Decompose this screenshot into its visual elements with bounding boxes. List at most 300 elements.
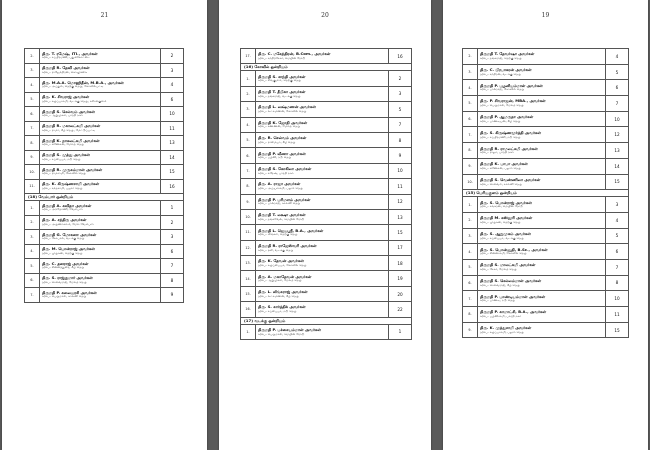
member-address: த/பெ. லட்சுமணன், கோவில் தெரு (258, 110, 307, 114)
table-row (25, 179, 184, 194)
member-address: க/பெ. தங்கராஜ், வடக்கு தெரு (258, 94, 301, 98)
table-row (241, 49, 412, 64)
table-row (463, 212, 629, 228)
member-name: திருமதி P. கலையரசி அவர்கள் (42, 290, 97, 295)
member-address: க/பெ. அந்தோணி, வேம்பார் (42, 208, 83, 212)
member-name: திரு. A. சந்திரு அவர்கள் (42, 218, 87, 223)
section-heading-row (463, 190, 629, 197)
member-name: திருமதி R. முருகம்மாள் அவர்கள் (42, 167, 103, 172)
member-address: த/பெ. அய்யாசாமி, பஜார் தெரு (258, 187, 303, 191)
member-address: க/பெ. முருகன், தெற்கு தெரு (480, 220, 521, 224)
table-row (463, 49, 629, 65)
member-details (478, 111, 606, 127)
member-name: திரு. S. கிருஷ்ணமூர்த்தி அவர்கள் (480, 130, 541, 135)
member-address: க/பெ. கணேசன், பஜார் தெரு (480, 166, 521, 170)
serial-number: 14. (241, 271, 256, 286)
serial-number: 2. (463, 49, 478, 65)
ward-number: 3 (161, 63, 184, 78)
member-address: த/பெ. கந்தசாமி, பஜார் தெரு (42, 186, 83, 190)
member-name: திரு. M.A.A. மொஹிதீன், M.B.A., அவர்கள் (42, 80, 124, 85)
serial-number: 9. (463, 322, 478, 338)
table-row (25, 150, 184, 165)
serial-number: 2. (241, 86, 256, 101)
ward-number: 5 (389, 102, 412, 117)
member-name: திருமதி T. தேவர்ஷா அவர்கள் (480, 52, 535, 57)
member-name: திருமதி P. பழனியம்மாள் அவர்கள் (480, 83, 543, 88)
ward-number: 3 (161, 230, 184, 245)
serial-number: 4. (25, 78, 40, 93)
ward-number: 4 (606, 49, 629, 65)
table-row (463, 197, 629, 213)
member-address: த/பெ. சுப்பையா, வடக்கு தெரு (480, 236, 524, 240)
serial-number: 2. (25, 215, 40, 230)
ward-number: 2 (389, 71, 412, 86)
serial-number: 3. (463, 228, 478, 244)
table-row (25, 78, 184, 93)
member-address: த/பெ. செல்வராஜ், மேலத் தெரு (42, 280, 87, 284)
table-row (463, 228, 629, 244)
member-details (478, 307, 606, 323)
serial-number: 4. (463, 244, 478, 260)
ward-number: 16 (161, 179, 184, 194)
member-address: த/பெ. சுப்பிரமணி, நடு தெரு (480, 135, 521, 139)
member-name: திருமதி K. நாகலட்சுமி அவர்கள் (42, 138, 100, 143)
member-address: க/பெ. பால்ராஜ், கோவில் தெரு (480, 88, 525, 92)
member-name: திருமதி S. கோகிலா அவர்கள் (258, 166, 312, 171)
ward-number: 6 (606, 80, 629, 96)
ward-number: 7 (161, 259, 184, 274)
member-name: திரு. K. சிவராஜ் அவர்கள் (42, 95, 89, 100)
member-details (40, 78, 161, 93)
ward-number: 10 (161, 107, 184, 122)
member-name: திரு. C. மகேந்திரன், B.Com., அவர்கள் (258, 52, 331, 57)
member-details (256, 324, 389, 339)
member-table (462, 48, 629, 338)
member-address: த/பெ. அப்துல், தெற்கு தெரு, கோவில்பட்டி (42, 85, 104, 89)
member-address: க/பெ. பெருமாள், காலனி தெரு (42, 295, 87, 299)
member-name: திருமதி S. வெண்ணிலா அவர்கள் (480, 177, 541, 182)
member-address: த/பெ. சின்னசாமி, கோவில் தெரு (480, 252, 527, 256)
serial-number: 9. (241, 194, 256, 209)
member-details (256, 209, 389, 224)
member-name: திருமதி M. கஸ்தூரி அவர்கள் (480, 216, 533, 221)
section-heading-row (241, 64, 412, 71)
member-address: த/பெ. சுப்பையா, நடு தெரு (258, 310, 297, 314)
ward-number: 6 (606, 244, 629, 260)
member-address: த/பெ. சந்திரன், வடக்கு தெரு (480, 72, 521, 76)
member-details (478, 64, 606, 80)
ward-number: 16 (389, 49, 412, 64)
member-details (478, 80, 606, 96)
table-row (241, 148, 412, 163)
serial-number: 1. (241, 71, 256, 86)
serial-number: 8. (463, 307, 478, 323)
ward-number: 19 (389, 271, 412, 286)
table-row (463, 259, 629, 275)
section-heading-row (241, 317, 412, 324)
ward-number: 11 (606, 307, 629, 323)
member-details (478, 49, 606, 65)
member-address: க/பெ. கணேசன், மேலத் தெரு (42, 143, 85, 147)
table-row (25, 49, 184, 64)
section-heading-row (25, 194, 184, 201)
member-name: திரு. C. தனராஜ் அவர்கள் (42, 261, 89, 266)
ward-number: 6 (161, 244, 184, 259)
member-address: க/பெ. சிவகுமார், தெற்கு தெரு (258, 79, 302, 83)
table-row (463, 275, 629, 291)
table-row (25, 165, 184, 180)
member-name: திருமதி S. முத்து அவர்கள் (42, 153, 90, 158)
member-name: திருமதி P. வீணா அவர்கள் (258, 151, 306, 156)
member-address: த/பெ. கருப்பையா, கோவில் தெரு (258, 264, 307, 267)
member-address: க/பெ. செல்வராஜ், கீழ தெரு (480, 283, 520, 287)
serial-number: 16. (241, 302, 256, 317)
serial-number: 10. (25, 165, 40, 180)
member-name: திருமதி A. கவிதா அவர்கள் (42, 203, 92, 208)
ward-number: 1 (161, 201, 184, 216)
member-address: த/பெ. சின்னத்துரை, கீழ தெரு (42, 266, 85, 270)
document-page-20 (219, 0, 431, 450)
member-details (478, 322, 606, 338)
table-row (25, 63, 184, 78)
member-name: திருமதி P. பரிமளம் அவர்கள் (258, 197, 311, 202)
member-details (40, 273, 161, 288)
table-row (241, 132, 412, 147)
table-row (25, 273, 184, 288)
member-details (478, 143, 606, 159)
member-name: திருமதி R. மகாலட்சுமி அவர்கள் (42, 124, 101, 129)
member-address: த/பெ. சந்திரசேகர், மெயின் ரோடு (258, 56, 306, 60)
section-heading: (15) பெரியகுளம் ஒன்றியம் (463, 190, 629, 197)
member-name: திருமதி P. பாண்டியம்மாள் அவர்கள் (480, 294, 545, 299)
table-row (241, 117, 412, 132)
member-details (40, 288, 161, 303)
member-details (256, 49, 389, 64)
member-address: க/பெ. ஆறுமுகம், பாரதி நகர் (42, 114, 83, 118)
member-details (256, 286, 389, 301)
member-name: திருமதி K. ஜோதி அவர்கள் (258, 120, 307, 125)
table-row (463, 291, 629, 307)
table-row (463, 96, 629, 112)
serial-number: 12. (241, 240, 256, 255)
serial-number: 10. (241, 209, 256, 224)
section-heading: (16) கோவில் ஒன்றியம் (241, 64, 412, 71)
serial-number: 3. (463, 64, 478, 80)
member-address: க/பெ. ரவி, வடக்கு தெரு (258, 248, 294, 252)
ward-number: 10 (606, 111, 629, 127)
serial-number: 5. (463, 259, 478, 275)
member-address: த/பெ. ராமையா, கீழ தெரு (258, 140, 296, 144)
member-address: க/பெ. ராமர், கீழ தெரு, மேட்டுப்பட்டி (42, 128, 96, 132)
member-name: திரு. A. மகாதேவன் அவர்கள் (258, 274, 312, 279)
ward-number: 12 (606, 127, 629, 143)
table-row (241, 286, 412, 301)
table-row (241, 179, 412, 194)
serial-number: 3. (25, 230, 40, 245)
table-row (463, 158, 629, 174)
ward-number: 20 (389, 286, 412, 301)
table-row (241, 209, 412, 224)
member-details (478, 212, 606, 228)
ward-number: 10 (606, 291, 629, 307)
member-details (40, 244, 161, 259)
ward-number: 12 (389, 194, 412, 209)
serial-number: 7. (25, 288, 40, 303)
ward-number: 17 (389, 240, 412, 255)
serial-number: 8. (25, 136, 40, 151)
member-details (478, 244, 606, 260)
member-name: திருமதி G. மோகனா அவர்கள் (42, 232, 97, 237)
section-heading: (17) வடக்கு ஒன்றியம் (241, 317, 412, 324)
member-address: க/பெ. கண்ணன், மேலத் தெரு (258, 125, 301, 129)
ward-number: 13 (389, 209, 412, 224)
table-row (25, 230, 184, 245)
table-row (463, 307, 629, 323)
ward-number: 11 (389, 179, 412, 194)
member-address: த/பெ. பெருமாள், மேலத் தெரு (480, 104, 524, 108)
member-name: திருமதி P. காமாட்சி, B.A., அவர்கள் (480, 310, 547, 315)
ward-number: 18 (389, 256, 412, 271)
table-row (241, 302, 412, 317)
member-name: திரு. S. கார்த்திக் அவர்கள் (258, 305, 306, 310)
table-row (241, 240, 412, 255)
page-number: 20 (321, 12, 329, 19)
member-name: திருமதி P. பச்சையம்மாள் அவர்கள் (258, 327, 321, 332)
ward-number: 15 (161, 165, 184, 180)
table-row (463, 80, 629, 96)
member-details (40, 165, 161, 180)
ward-number: 9 (389, 148, 412, 163)
member-details (40, 121, 161, 136)
serial-number: 1. (241, 324, 256, 339)
serial-number: 10. (463, 174, 478, 190)
member-address: க/பெ. பால்ராஜ், காலனி தெரு (258, 202, 301, 206)
serial-number: 3. (25, 63, 40, 78)
member-details (40, 201, 161, 216)
member-details (256, 148, 389, 163)
member-address: த/பெ. லட்சுமணன், கீழ தெரு (258, 294, 299, 298)
member-details (40, 179, 161, 194)
serial-number: 7. (463, 127, 478, 143)
serial-number: 9. (25, 150, 40, 165)
serial-number: 6. (463, 111, 478, 127)
member-details (478, 158, 606, 174)
ward-number: 15 (606, 322, 629, 338)
table-row (25, 288, 184, 303)
table-row (463, 322, 629, 338)
table-row (463, 127, 629, 143)
member-name: திருமதி T. தீபிகா அவர்கள் (258, 90, 306, 95)
ward-number: 11 (161, 121, 184, 136)
serial-number: 13. (241, 256, 256, 271)
member-details (40, 92, 161, 107)
member-name: திருமதி L. ஜெயஸ்ரீ, B.A., அவர்கள் (258, 228, 324, 233)
serial-number: 2. (463, 212, 478, 228)
member-details (256, 102, 389, 117)
serial-number: 5. (463, 96, 478, 112)
member-name: திரு. K. கிருஷ்ணசாமி அவர்கள் (42, 182, 100, 187)
member-name: திரு. M. பொன்ராஜ் அவர்கள் (42, 247, 95, 252)
member-details (256, 163, 389, 178)
serial-number: 6. (25, 273, 40, 288)
member-name: திருமதி T. லக்ஷா அவர்கள் (258, 213, 306, 218)
table-row (241, 71, 412, 86)
member-address: க/பெ. செல்வம், காலனி தெரு (480, 182, 522, 186)
serial-number: 4. (25, 244, 40, 259)
ward-number: 9 (161, 288, 184, 303)
member-name: திரு. K. முத்துசாமி அவர்கள் (480, 326, 532, 331)
member-details (478, 197, 606, 213)
member-name: திரு. T. ரமேஷ், ITI., அவர்கள் (42, 51, 98, 56)
member-address: க/பெ. சுரேஷ், பாரதி நகர் (258, 171, 294, 175)
ward-number: 6 (161, 92, 184, 107)
member-name: திரு. R. செல்வம் அவர்கள் (258, 136, 307, 141)
ward-number: 22 (389, 302, 412, 317)
member-details (256, 117, 389, 132)
member-name: திரு. S. பொன்ராஜ் அவர்கள் (480, 200, 532, 205)
table-row (241, 194, 412, 209)
table-row (463, 244, 629, 260)
ward-number: 14 (606, 158, 629, 174)
ward-number: 13 (161, 136, 184, 151)
member-details (256, 302, 389, 317)
member-address: க/பெ. தங்கவேல், மெயின் ரோடு (258, 217, 305, 221)
member-details (478, 291, 606, 307)
member-details (40, 136, 161, 151)
table-row (25, 244, 184, 259)
member-name: திரு. K. தேவன் அவர்கள் (258, 259, 304, 264)
member-address: க/பெ. ராஜேந்திரன், கொழுக்கை (42, 70, 87, 74)
member-address: க/பெ. லிங்கம், தெற்கு தெரு (258, 233, 298, 237)
member-details (478, 228, 606, 244)
ward-number: 3 (606, 197, 629, 213)
serial-number: 7. (241, 163, 256, 178)
member-name: திருமதி S. சாந்தி அவர்கள் (258, 74, 306, 79)
member-details (478, 96, 606, 112)
table-row (241, 86, 412, 101)
member-address: க/பெ. கோபால், வடக்கு தெரு (42, 237, 85, 241)
table-row (25, 121, 184, 136)
table-row (25, 92, 184, 107)
member-details (256, 225, 389, 240)
member-name: திருமதி R. ராஜேஸ்வரி அவர்கள் (258, 243, 317, 248)
member-address: க/பெ. ராமசாமி, கோவில் தெரு (42, 172, 86, 176)
member-details (256, 194, 389, 209)
member-details (256, 240, 389, 255)
member-details (40, 150, 161, 165)
serial-number: 5. (241, 132, 256, 147)
table-row (463, 64, 629, 80)
member-details (40, 230, 161, 245)
table-row (241, 163, 412, 178)
page-number: 21 (100, 12, 109, 19)
member-details (256, 271, 389, 286)
member-details (256, 179, 389, 194)
table-row (241, 271, 412, 286)
member-details (40, 259, 161, 274)
ward-number: 7 (606, 259, 629, 275)
member-details (256, 132, 389, 147)
table-row (241, 324, 412, 339)
serial-number: 7. (463, 291, 478, 307)
serial-number: 4. (463, 80, 478, 96)
serial-number: 9. (463, 158, 478, 174)
member-details (40, 63, 161, 78)
member-address: த/பெ. சங்கரன், மெயின் ரோடு (480, 205, 523, 209)
member-name: திரு. S. பொன்னுதி, B.Sc., அவர்கள் (480, 247, 548, 252)
ward-number: 5 (606, 64, 629, 80)
member-address: க/பெ. தங்கராஜ், தெற்கு தெரு (480, 57, 522, 61)
member-address: த/பெ. கருப்பசாமி, பஜார் தெரு (480, 330, 524, 334)
serial-number: 1. (25, 201, 40, 216)
table-row (463, 111, 629, 127)
serial-number: 6. (241, 148, 256, 163)
ward-number: 1 (389, 324, 412, 339)
serial-number: 5. (25, 92, 40, 107)
member-details (478, 275, 606, 291)
serial-number: 15. (241, 286, 256, 301)
member-details (40, 107, 161, 122)
member-details (478, 174, 606, 190)
member-details (256, 256, 389, 271)
member-details (478, 127, 606, 143)
member-details (256, 71, 389, 86)
table-row (25, 136, 184, 151)
ward-number: 15 (606, 174, 629, 190)
ward-number: 13 (606, 143, 629, 159)
member-table (24, 48, 184, 303)
member-address: த/பெ. கருப்பசாமி, வடக்கு தெரு, கரிசல்குளம் (42, 99, 107, 103)
member-details (256, 86, 389, 101)
member-name: திருமதி L. லக்ஷ்மணன் அவர்கள் (258, 105, 316, 110)
ward-number: 10 (389, 163, 412, 178)
member-details (40, 215, 161, 230)
ward-number: 2 (161, 215, 184, 230)
serial-number: 11. (25, 179, 40, 194)
member-address: க/பெ. சேகர், மேலத் தெரு (480, 268, 517, 271)
serial-number: 8. (241, 179, 256, 194)
serial-number: 6. (25, 107, 40, 122)
member-address: த/பெ. அருணாசலம், மேல வேம்பார் (42, 222, 94, 226)
ward-number: 15 (389, 225, 412, 240)
table-row (463, 174, 629, 190)
member-name: திருமதி K. பாபா அவர்கள் (480, 162, 528, 167)
ward-number: 4 (606, 212, 629, 228)
table-row (241, 256, 412, 271)
ward-number: 8 (389, 132, 412, 147)
table-row (241, 225, 412, 240)
ward-number: 4 (161, 78, 184, 93)
section-heading: (18) வேம்பார் ஒன்றியம் (25, 194, 184, 201)
ward-number: 8 (161, 273, 184, 288)
serial-number: 2. (25, 49, 40, 64)
serial-number: 3. (241, 102, 256, 117)
member-details (478, 259, 606, 275)
table-row (25, 107, 184, 122)
ward-number: 8 (606, 275, 629, 291)
member-name: திருமதி R. தேவி அவர்கள் (42, 66, 90, 71)
member-address: க/பெ. பாண்டியன், கீழ தெரு (480, 119, 521, 123)
serial-number: 11. (241, 225, 256, 240)
member-name: திரு. S. ராஜ்குமார் அவர்கள் (42, 276, 93, 281)
member-table (240, 48, 412, 340)
member-name: திருமதி R. ராமலட்சுமி அவர்கள் (480, 146, 538, 151)
serial-number: 17. (241, 49, 256, 64)
document-page-21 (2, 0, 207, 450)
member-address: க/பெ. பழனி, நடு தெரு (258, 156, 292, 160)
serial-number: 5. (25, 259, 40, 274)
member-name: திரு. C. பிரபாகரன் அவர்கள் (480, 68, 532, 73)
